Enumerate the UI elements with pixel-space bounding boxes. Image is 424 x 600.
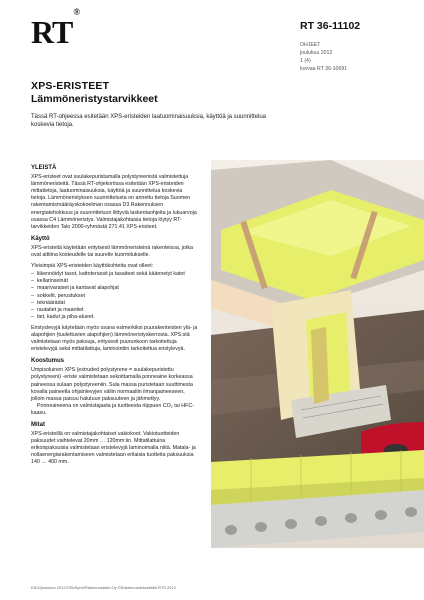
section-heading-mitat: Mitat: [31, 422, 45, 428]
body-text: [31, 165, 199, 471]
doc-type: OHJEET: [300, 42, 321, 48]
doc-date: joulukuu 2012: [300, 50, 333, 56]
list-item: – tiet, kadut ja piha-alueet.: [31, 314, 199, 321]
xps-insulation-illustration: [211, 160, 424, 562]
rt-logo: RT®: [31, 7, 80, 50]
list-item: – teknäärädat: [31, 300, 199, 307]
doc-replaces: korvaa RT 36-10691: [300, 66, 348, 72]
doc-pages: 1 (4): [300, 58, 311, 64]
paragraph-kaytto-1: XPS-eristeitä käytetään erityisesti lämmöneristeinä rakenteissa, jotka ovat alttiina kosteudelle tai suurelle kuormitukselle.: [31, 244, 193, 259]
list-item: – rautatiet ja maantiet: [31, 307, 199, 314]
document-meta: [300, 20, 418, 73]
list-item: – liikennöidyt tasot, kattoterassit ja tasaiteet sekä käännetyt katot: [31, 271, 199, 278]
paragraph-kaytto-list-intro: Yleisimpiä XPS-eristeiden käyttökohteita ovat olleet:: [31, 263, 154, 270]
section-heading-kaytto: Käyttö: [31, 235, 50, 242]
list-item: – maanvaraiset ja kantavat alapohjat: [31, 285, 199, 292]
section-heading-koostumus: Koostumus: [31, 358, 64, 365]
list-item: – sokkelit, perustukset: [31, 293, 199, 300]
intro-text: Tässä RT-ohjeessa esitetään XPS-eristeiden laatuominaisuuksia, käyttöä ja suunnittelua koskevia tietoja.: [31, 114, 267, 128]
paragraph-koostumus-2: Ponneaineena on valmistajasta ja tuotteesta riippuen CO₂ tai HFC-kaasu.: [31, 402, 194, 416]
list-item: – kellarinseinät: [31, 278, 199, 285]
section-heading-yleista: YLEISTÄ: [31, 165, 57, 171]
paragraph-koostumus-1: Umpisoluinen XPS (extruded polystyrene = suulakepuristettu polystyreeni) -eriste valmistetaan sekoittamalla ponneaine korkeassa paineessa sulaan polystyreeniin. Sula massa puristetaan suuttimesta kovalla paineella ohjainlevyjen väliin normaaliin ilmanpaineeseen, jolloin massa paisuu halutuun paksuuteen ja jähmettyy.: [31, 367, 193, 402]
footer: KS/1/joulukuu 2012/795/Kynö/Rakennustieto Oy ©Rakennustietosäätiö RTS 2012: [31, 585, 176, 590]
page-subtitle: Lämmöneristystarvikkeet: [31, 93, 158, 105]
paragraph-yleista: XPS-eristeet ovat suulakepuristamalla polystyreenistä valmistettuja lämmöneristeitä. Tässä RT-ohjekortissa esitetään XPS-eristeiden mittatietoja, laatuominaisuuksia, käyttöä ja suunnittelua koskevia tietoja. Lämmöneristyksen suunnittelusta on annettu tietoja Suomen rakentamismääräyskokoelman osassa D3 Rakennuksen energiatehokkuus ja suunnitteluun liittyviä laskentaohjeita ja lukuarvoja osassa C4 Lämmöneristys. Valmistajakohtaisia tietoja löytyy RT-tarvikkeiden Talo 2000-ryhmästä 271.41 XPS-eristeet.: [31, 174, 197, 230]
doc-code: RT 36-11102: [300, 20, 361, 32]
paragraph-mitat: XPS-eristeillä on valmistajakohtaiset vakiokoot. Vakiotuotteiden paksuudet vaihtelevat 20mm … 120mm:iin. Mittatilattuina erikoispaksuisia valmistetaan eristelevyjä laminoimalla niitä. Matala- ja nollaenergiarakentamiseen valmistetaan erilaisia tuotteita paksuuksia 140 … 400 mm.: [31, 431, 196, 466]
usage-list: [31, 271, 199, 321]
paragraph-kaytto-2: Eristyslevyjä käytetään myös osana esimerkiksi puurakenteisten ylä- ja alapohjien (tuulettuvien alapohjien) lämmöneristyskerrosta. XPS:stä valmistetaan myös paksuja, eritysesti puurunkoon tarkoitettuja eristelevyjä sekä mittatilattuja, laminointiin tarkoitettua eristylevyä.: [31, 324, 198, 353]
title-block: [31, 80, 291, 129]
page-title: XPS-ERISTEET: [31, 80, 110, 92]
